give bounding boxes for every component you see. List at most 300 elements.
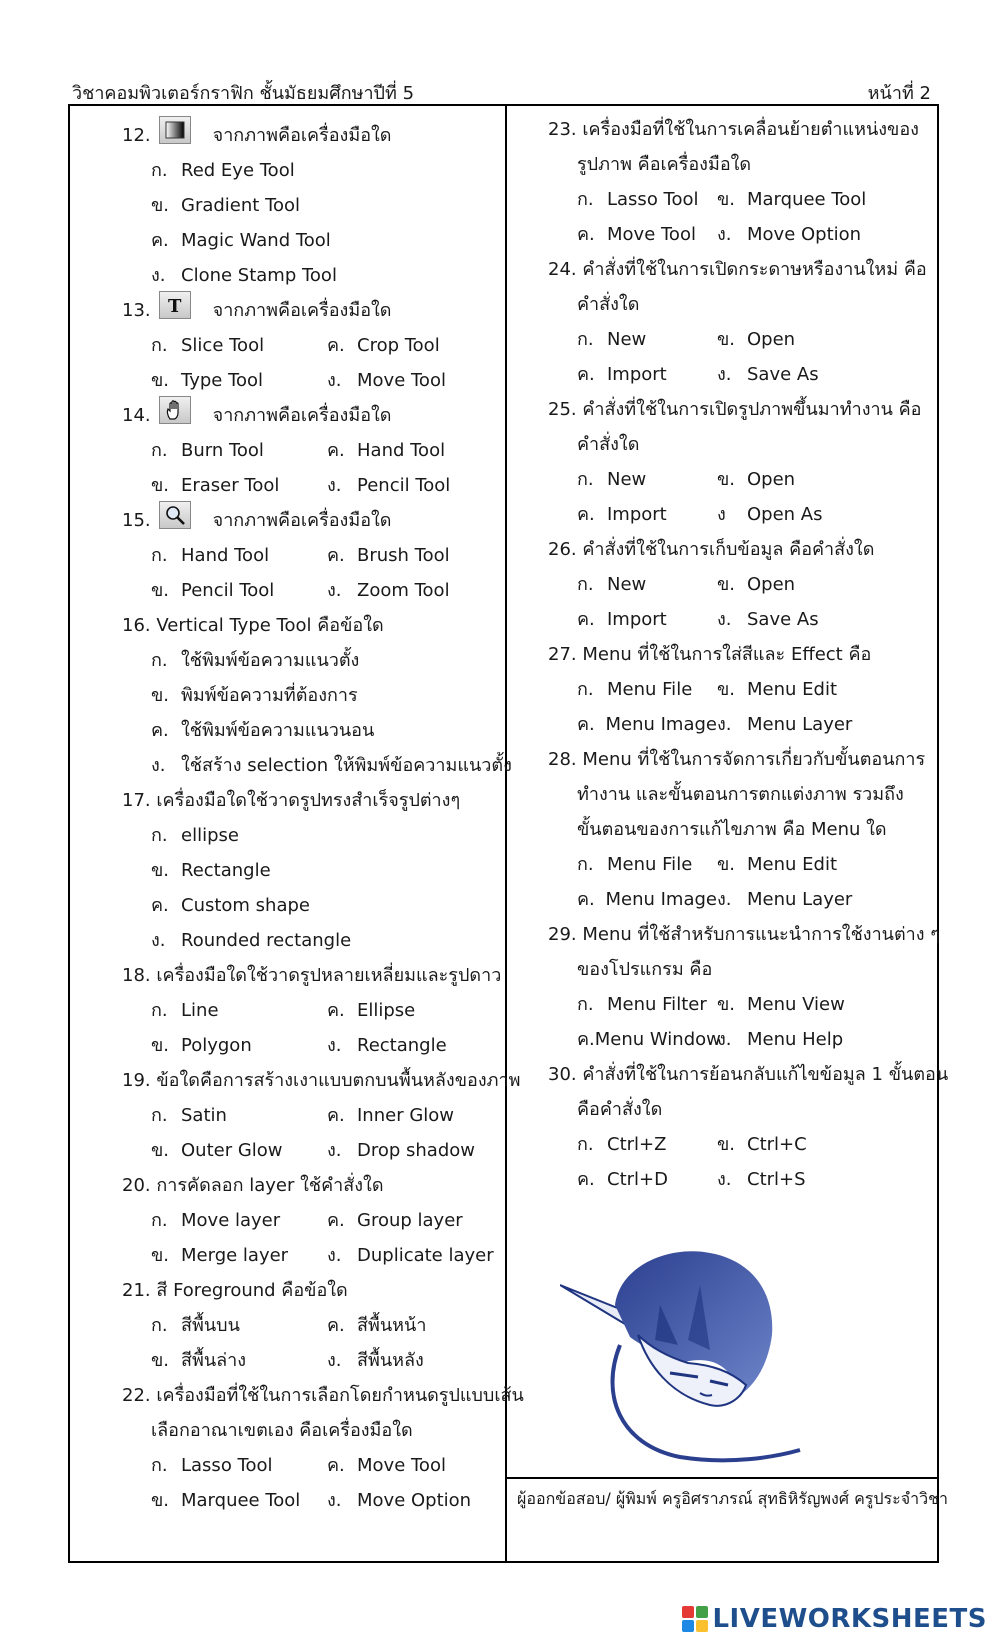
question-block (548, 917, 940, 1057)
option-marker: ข. (151, 1350, 170, 1371)
option-marker: ค. (327, 335, 345, 356)
option-marker: ค. (151, 230, 169, 251)
question-number: 24. (548, 259, 577, 280)
option-marker: ก. (151, 335, 168, 356)
question-text-continued: รูปภาพ คือเครื่องมือใด (577, 154, 752, 175)
question-line (548, 392, 922, 427)
question-text: คำสั่งที่ใช้ในการเปิดกระดาษหรืองานใหม่ คือ (582, 259, 927, 280)
option-text: Drop shadow (357, 1140, 476, 1161)
option-marker: ข. (151, 1035, 170, 1056)
option-text: Pencil Tool (181, 580, 275, 601)
option-row (122, 643, 502, 678)
answer-option[interactable] (717, 567, 795, 602)
question-text: เครื่องมือใดใช้วาดรูปทรงสำเร็จรูปต่างๆ (156, 790, 461, 811)
option-row (122, 923, 502, 958)
option-text: New (607, 469, 647, 490)
answer-option[interactable] (717, 217, 861, 252)
answer-option[interactable] (577, 567, 717, 602)
option-marker: ง. (151, 930, 166, 951)
question-text: จากภาพคือเครื่องมือใด (212, 300, 392, 321)
question-text: สี Foreground คือข้อใด (156, 1280, 348, 1301)
option-marker: ก. (151, 1455, 168, 1476)
question-number: 18. (122, 965, 151, 986)
option-text: Pencil Tool (357, 475, 451, 496)
answer-option[interactable] (151, 818, 239, 853)
option-text: สีพื้นล่าง (181, 1350, 247, 1371)
question-line (122, 1168, 502, 1203)
question-block (548, 252, 927, 392)
option-marker: ก. (151, 160, 168, 181)
answer-option[interactable] (717, 602, 819, 637)
option-row (122, 713, 502, 748)
answer-option[interactable] (151, 1203, 327, 1238)
answer-option[interactable] (577, 672, 717, 707)
option-text: Menu Layer (747, 889, 853, 910)
question-text-continued: ทำงาน และขั้นตอนการตกแต่งภาพ รวมถึง (577, 784, 904, 805)
option-text: Menu File (607, 679, 693, 700)
option-row (122, 1203, 502, 1238)
answer-option[interactable] (151, 643, 359, 678)
option-marker: ค. (577, 364, 595, 385)
option-row (122, 1483, 502, 1518)
option-text: Group layer (357, 1210, 463, 1231)
option-text: Menu Edit (747, 679, 837, 700)
answer-option[interactable] (151, 678, 358, 713)
question-line (122, 1273, 502, 1308)
question-line (122, 958, 502, 993)
answer-option[interactable] (577, 182, 717, 217)
option-marker: ข. (717, 679, 736, 700)
option-text: พิมพ์ข้อความที่ต้องการ (181, 685, 358, 706)
option-text: สีพื้นหน้า (357, 1315, 427, 1336)
brand-name: LIVEWORKSHEETS (712, 1604, 987, 1634)
option-text: Lasso Tool (181, 1455, 273, 1476)
answer-option[interactable] (327, 1308, 426, 1343)
answer-option[interactable] (577, 1127, 717, 1162)
option-text: Marquee Tool (181, 1490, 301, 1511)
answer-option[interactable] (151, 468, 327, 503)
option-text: Ctrl+D (607, 1169, 668, 1190)
question-text: เครื่องมือใดใช้วาดรูปหลายเหลี่ยมและรูปดาว (156, 965, 502, 986)
answer-option[interactable] (327, 328, 440, 363)
answer-option[interactable] (577, 217, 717, 252)
option-text: Eraser Tool (181, 475, 280, 496)
option-marker: ง. (327, 1490, 342, 1511)
option-text: Hand Tool (357, 440, 446, 461)
answer-option[interactable] (151, 328, 327, 363)
option-text: New (607, 329, 647, 350)
option-marker: ข. (151, 1140, 170, 1161)
question-number: 27. (548, 644, 577, 665)
answer-option[interactable] (717, 357, 819, 392)
hand-tool-icon (159, 396, 191, 424)
question-block (548, 532, 918, 637)
question-number: 28. (548, 749, 577, 770)
question-block (122, 503, 502, 608)
question-block (122, 293, 502, 398)
option-text: ใช้พิมพ์ข้อความแนวตั้ง (181, 650, 360, 671)
answer-option[interactable] (151, 748, 512, 783)
option-marker: ค. (327, 1315, 345, 1336)
answer-option[interactable] (577, 1162, 717, 1197)
answer-option[interactable] (327, 1203, 463, 1238)
question-number: 23. (548, 119, 577, 140)
question-text: Vertical Type Tool คือข้อใด (156, 615, 384, 636)
option-marker: ข. (717, 469, 736, 490)
option-text: Open (747, 329, 796, 350)
option-row (548, 672, 918, 707)
answer-option[interactable] (717, 707, 852, 742)
question-text: จากภาพคือเครื่องมือใด (212, 510, 392, 531)
option-marker: ค. (151, 895, 169, 916)
question-line (548, 252, 927, 287)
option-row (122, 1448, 502, 1483)
answer-option[interactable] (151, 153, 295, 188)
type-tool-icon (159, 291, 191, 319)
question-number: 26. (548, 539, 577, 560)
answer-option[interactable] (327, 363, 446, 398)
option-text: Move Tool (357, 1455, 446, 1476)
option-text: Satin (181, 1105, 227, 1126)
question-number: 15. (122, 510, 151, 531)
option-row (548, 497, 918, 532)
answer-option[interactable] (717, 497, 823, 532)
question-text: จากภาพคือเครื่องมือใด (212, 405, 392, 426)
answer-option[interactable] (151, 1028, 327, 1063)
question-text: เครื่องมือที่ใช้ในการเลือกโดยกำหนดรูปแบบเส้น (156, 1385, 524, 1406)
option-marker: ก. (577, 679, 594, 700)
option-marker: ก. (577, 854, 594, 875)
answer-option[interactable] (717, 1022, 843, 1057)
question-text: การคัดลอก layer ใช้คำสั่งใด (156, 1175, 384, 1196)
option-text: Red Eye Tool (181, 160, 295, 181)
question-text-continued: ของโปรแกรม คือ (577, 959, 713, 980)
option-marker: ก. (577, 469, 594, 490)
option-row (122, 1133, 502, 1168)
page-number: หน้าที่ 2 (867, 83, 931, 104)
answer-option[interactable] (327, 573, 450, 608)
answer-option[interactable] (151, 258, 337, 293)
answer-option[interactable] (327, 1343, 424, 1378)
answer-option[interactable] (327, 1238, 494, 1273)
option-marker: ข. (151, 475, 170, 496)
answer-option[interactable] (327, 468, 450, 503)
answer-option[interactable] (577, 322, 717, 357)
answer-option[interactable] (717, 462, 795, 497)
option-marker: ก. (577, 574, 594, 595)
option-marker: ง. (717, 224, 732, 245)
option-row (122, 1343, 502, 1378)
option-marker: ก. (577, 189, 594, 210)
answer-option[interactable] (327, 1133, 475, 1168)
answer-option[interactable] (717, 182, 866, 217)
liveworksheets-brand[interactable] (682, 1602, 987, 1636)
option-row (122, 678, 502, 713)
option-row (122, 993, 502, 1028)
option-text: Menu Image (605, 714, 717, 735)
option-row (548, 182, 918, 217)
option-row (548, 1022, 918, 1057)
answer-option[interactable] (717, 322, 795, 357)
question-block (548, 742, 926, 917)
option-text: Import (607, 364, 667, 385)
question-block (548, 637, 918, 742)
option-marker: ค. (577, 504, 595, 525)
answer-option[interactable] (151, 1343, 327, 1378)
option-row (548, 707, 918, 742)
option-marker: ง. (717, 1029, 732, 1050)
answer-option[interactable] (151, 1483, 327, 1518)
answer-option[interactable] (577, 602, 717, 637)
option-row (548, 1127, 918, 1162)
option-row (122, 223, 502, 258)
option-text: Move Tool (357, 370, 446, 391)
question-line (122, 398, 502, 433)
answer-option[interactable] (151, 1133, 327, 1168)
option-marker: ข. (717, 189, 736, 210)
answer-option[interactable] (151, 888, 310, 923)
right-question-column (548, 112, 949, 1197)
answer-option[interactable] (151, 223, 331, 258)
option-row (548, 847, 918, 882)
answer-option[interactable] (151, 573, 327, 608)
option-text: Move Tool (607, 224, 696, 245)
question-text: Menu ที่ใช้สำหรับการแนะนำการใช้งานต่าง ๆ (582, 924, 940, 945)
option-text: Outer Glow (181, 1140, 283, 1161)
option-text: Hand Tool (181, 545, 270, 566)
option-marker: ข. (151, 860, 170, 881)
option-marker: ข. (151, 1245, 170, 1266)
answer-option[interactable] (577, 987, 717, 1022)
question-text: Menu ที่ใช้ในการจัดการเกี่ยวกับขั้นตอนการ (582, 749, 926, 770)
option-text: Menu File (607, 854, 693, 875)
option-row (548, 882, 918, 917)
option-text: Import (607, 609, 667, 630)
option-marker: ค. (327, 545, 345, 566)
question-block (122, 958, 502, 1063)
answer-option[interactable] (151, 363, 327, 398)
option-marker: ค. (327, 1455, 345, 1476)
question-line (122, 1063, 521, 1098)
option-marker: ก. (151, 650, 168, 671)
question-line (548, 1057, 949, 1092)
option-marker: ค. (577, 609, 595, 630)
question-block (122, 1063, 521, 1168)
option-marker: ข. (717, 854, 736, 875)
option-row (548, 1162, 918, 1197)
answer-option[interactable] (151, 1308, 327, 1343)
question-line (122, 118, 502, 153)
question-text: คำสั่งที่ใช้ในการเปิดรูปภาพขึ้นมาทำงาน คือ (582, 399, 922, 420)
option-marker: ค. (327, 1000, 345, 1021)
option-text: Menu Image (605, 889, 717, 910)
question-text: คำสั่งที่ใช้ในการย้อนกลับแก้ไขข้อมูล 1 ขั้นตอน (582, 1064, 949, 1085)
question-block (122, 1168, 502, 1273)
answer-option[interactable] (717, 882, 852, 917)
answer-option[interactable] (577, 357, 717, 392)
question-number: 17. (122, 790, 151, 811)
option-text: ellipse (181, 825, 239, 846)
left-question-column (122, 118, 524, 1518)
option-marker: ก. (151, 825, 168, 846)
answer-option[interactable] (327, 1028, 447, 1063)
question-block (122, 608, 512, 783)
subject-header: วิชาคอมพิวเตอร์กราฟิก ชั้นมัธยมศึกษาปีที่ 5 (72, 83, 415, 104)
option-row (122, 818, 502, 853)
option-row (122, 188, 502, 223)
option-marker: ก. (151, 440, 168, 461)
option-row (548, 357, 918, 392)
question-text: ข้อใดคือการสร้างเงาแบบตกบนพื้นหลังของภาพ (156, 1070, 521, 1091)
option-marker: ง. (327, 475, 342, 496)
answer-option[interactable] (717, 987, 845, 1022)
answer-option[interactable] (327, 433, 445, 468)
answer-option[interactable] (327, 1483, 471, 1518)
answer-option[interactable] (151, 853, 271, 888)
answer-option[interactable] (717, 1162, 806, 1197)
option-marker: ค. (577, 1029, 595, 1050)
answer-option[interactable] (327, 1448, 446, 1483)
option-text: Menu Help (747, 1029, 844, 1050)
question-number: 30. (548, 1064, 577, 1085)
answer-option[interactable] (151, 538, 327, 573)
column-divider (505, 104, 507, 1563)
answer-option[interactable] (151, 1448, 327, 1483)
option-marker: ค. (327, 1105, 345, 1126)
option-row (548, 322, 918, 357)
option-marker: ง. (327, 370, 342, 391)
answer-option[interactable] (151, 188, 300, 223)
option-row (548, 987, 918, 1022)
question-line (548, 637, 918, 672)
question-number: 14. (122, 405, 151, 426)
question-line (548, 742, 926, 777)
option-text: ใช้พิมพ์ข้อความแนวนอน (181, 720, 375, 741)
question-number: 19. (122, 1070, 151, 1091)
option-marker: ข. (151, 580, 170, 601)
answer-option[interactable] (577, 462, 717, 497)
option-text: Ellipse (357, 1000, 416, 1021)
answer-option[interactable] (151, 1238, 327, 1273)
answer-option[interactable] (577, 497, 717, 532)
footer-divider (505, 1477, 939, 1479)
answer-option[interactable] (327, 1098, 454, 1133)
option-text: Rectangle (357, 1035, 447, 1056)
answer-option[interactable] (717, 672, 837, 707)
option-marker: ง. (717, 1169, 732, 1190)
option-marker: ข. (717, 1134, 736, 1155)
option-text: ใช้สร้าง selection ให้พิมพ์ข้อความแนวตั้ง (181, 755, 512, 776)
option-text: Slice Tool (181, 335, 265, 356)
answer-option[interactable] (327, 538, 450, 573)
option-text: Type Tool (181, 370, 264, 391)
option-marker: ง. (327, 1245, 342, 1266)
option-marker: ง. (327, 1350, 342, 1371)
question-number: 22. (122, 1385, 151, 1406)
option-text: Ctrl+C (747, 1134, 807, 1155)
option-text: Polygon (181, 1035, 252, 1056)
question-block (548, 112, 918, 252)
answer-option[interactable] (717, 1127, 807, 1162)
option-marker: ค. (151, 720, 169, 741)
question-block (548, 1057, 949, 1197)
answer-option[interactable] (151, 433, 327, 468)
question-block (122, 1378, 524, 1518)
answer-option[interactable] (151, 1098, 327, 1133)
answer-option[interactable] (577, 847, 717, 882)
option-marker: ข. (717, 574, 736, 595)
option-row (122, 538, 502, 573)
option-text: Marquee Tool (747, 189, 867, 210)
svg-text:T: T (167, 295, 182, 315)
answer-option[interactable] (577, 882, 717, 917)
question-line (548, 112, 918, 147)
option-marker: ค. (577, 889, 595, 910)
option-marker: ค. (577, 714, 595, 735)
option-marker: ข. (717, 994, 736, 1015)
option-row (122, 1238, 502, 1273)
option-row (122, 433, 502, 468)
question-text: คำสั่งที่ใช้ในการเก็บข้อมูล คือคำสั่งใด (582, 539, 875, 560)
answer-option[interactable] (717, 847, 837, 882)
answer-option[interactable] (577, 707, 717, 742)
option-marker: ง. (327, 580, 342, 601)
option-text: Rounded rectangle (181, 930, 352, 951)
option-text: Save As (747, 364, 819, 385)
option-marker: ค. (577, 1169, 595, 1190)
option-marker: ก. (151, 545, 168, 566)
answer-option[interactable] (151, 923, 351, 958)
answer-option[interactable] (151, 993, 327, 1028)
option-text: Crop Tool (357, 335, 440, 356)
answer-option[interactable] (327, 993, 415, 1028)
option-row (122, 853, 502, 888)
option-text: Zoom Tool (357, 580, 450, 601)
question-text-continued: คำสั่งใด (577, 434, 640, 455)
option-marker: ค. (577, 224, 595, 245)
option-marker: ข. (151, 195, 170, 216)
question-block (548, 392, 922, 532)
option-marker: ก. (151, 1210, 168, 1231)
question-number: 21. (122, 1280, 151, 1301)
option-text: Rectangle (181, 860, 271, 881)
answer-option[interactable] (151, 713, 374, 748)
option-row (122, 748, 512, 783)
elf-illustration (560, 1245, 830, 1470)
option-row (548, 462, 918, 497)
answer-option[interactable] (577, 1022, 721, 1057)
option-marker: ง. (717, 889, 732, 910)
question-number: 25. (548, 399, 577, 420)
option-marker: ข. (717, 329, 736, 350)
question-block (122, 118, 502, 293)
option-row (122, 573, 502, 608)
option-marker: ง. (151, 265, 166, 286)
question-text: เครื่องมือที่ใช้ในการเคลื่อนย้ายตำแหน่งของ (582, 119, 919, 140)
option-marker: ง. (717, 609, 732, 630)
question-number: 16. (122, 615, 151, 636)
question-number: 13. (122, 300, 151, 321)
option-row (122, 328, 502, 363)
option-marker: ง. (717, 364, 732, 385)
option-text: Lasso Tool (607, 189, 699, 210)
option-text: Ctrl+S (747, 1169, 806, 1190)
option-row (122, 1308, 502, 1343)
option-marker: ข. (151, 685, 170, 706)
question-text-continued: คำสั่งใด (577, 294, 640, 315)
option-row (122, 888, 502, 923)
question-line (122, 503, 502, 538)
